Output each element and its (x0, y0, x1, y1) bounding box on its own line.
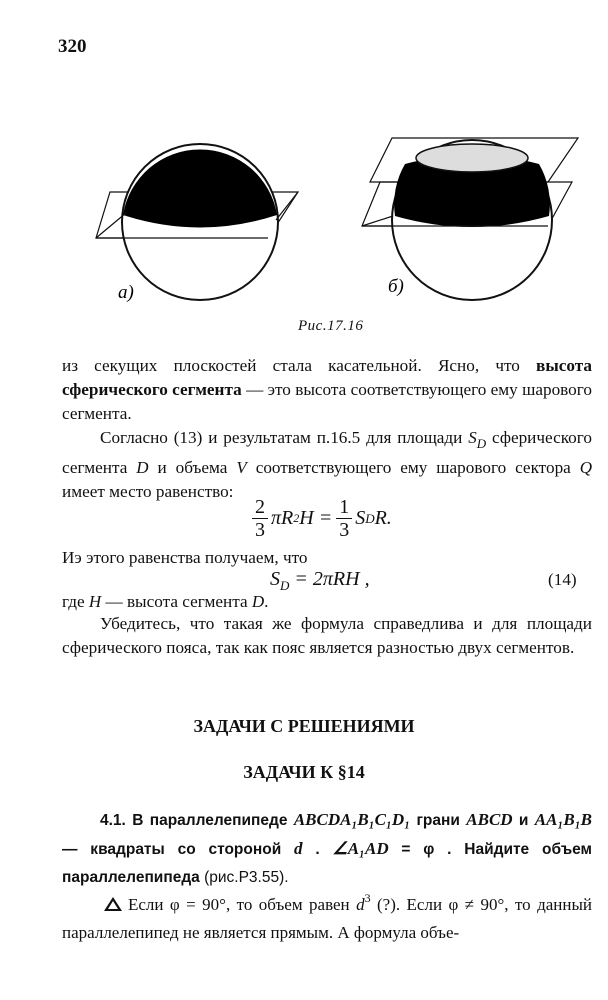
paragraph-3: Иэ этого равенства получаем, что (62, 548, 308, 567)
figure-label-a: а) (118, 282, 134, 303)
section-heading-1: ЗАДАЧИ С РЕШЕНИЯМИ (193, 716, 415, 736)
problem-statement: 4.1. В параллелепипеде ABCDA₁B₁C₁D₁ грани ABCD и AA₁B₁B — квадраты со стороной d . ∠A₁AD = φ . Найдите объем параллелепипеда (рис.Р3.55). (62, 810, 593, 886)
section-heading-2: ЗАДАЧИ К §14 (243, 762, 365, 782)
figure-a-segment (123, 149, 277, 227)
formula-1: $\frac{2}{3}$ πR 2 H = $\frac{1}{3}$ S D R. (252, 496, 392, 541)
paragraph-3b: где H — высота сегмента D. (62, 592, 269, 611)
figure-b-top-cap (416, 144, 528, 172)
solution-triangle-icon (104, 897, 122, 911)
problem-solution: Если φ = 90°, то объем равен $d^3$ (?). Если φ ≠ 90°, то данный параллелепипед не является прямым. А формула объе- (62, 891, 592, 942)
figure-caption: Рис.17.16 (298, 318, 364, 334)
paragraph-4: Убедитесь, что такая же формула справедлива и для площади сферического пояса, так как пояс является разностью двух сегментов. (62, 614, 592, 657)
formula-2: $S_D = 2\pi RH$ , (270, 568, 370, 593)
equation-number: (14) (548, 570, 577, 589)
page-number: 320 (58, 36, 87, 57)
figure-a (96, 144, 298, 300)
paragraph-1: из секущих плоскостей стала касательной. Ясно, что высота сферического сегмента — это высота соответствующего ему шарового сегмента. (62, 356, 592, 423)
figure-label-b: б) (388, 276, 404, 297)
paragraph-2: Согласно (13) и результатам п.16.5 для площади $S_D$ сферического сегмента D и объема V соответствующего ему шарового сектора Q имеет место равенство: (62, 428, 593, 501)
figure-spheres (0, 120, 608, 320)
